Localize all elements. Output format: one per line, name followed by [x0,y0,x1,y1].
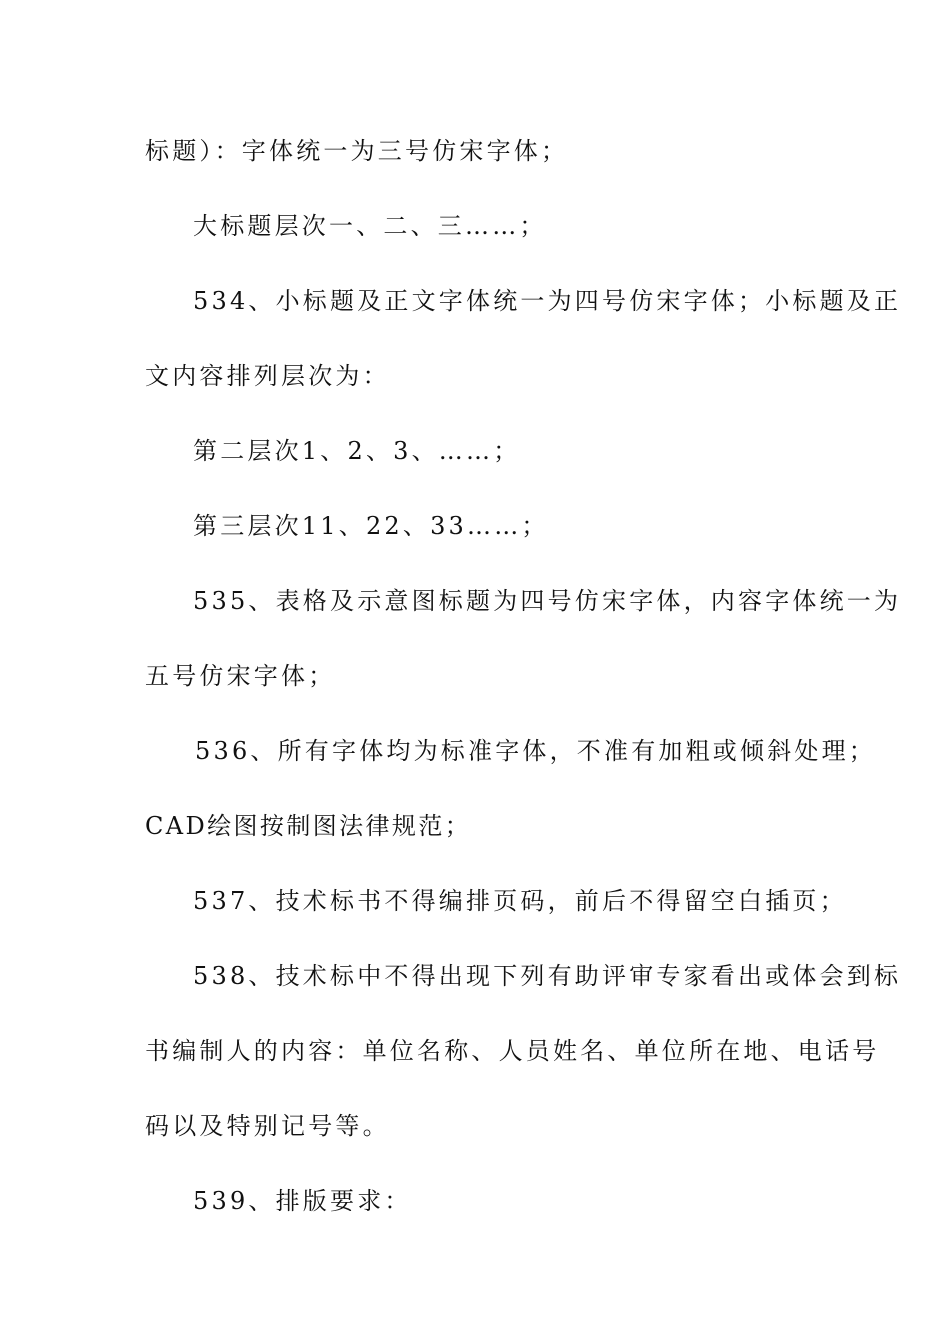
text-line-535: 535、表格及示意图标题为四号仿宋字体，内容字体统一为 [193,587,902,615]
text-line-538-continued: 书编制人的内容：单位名称、人员姓名、单位所在地、电话号 [145,1037,880,1065]
text-line-second-level: 第二层次1、2、3、……； [193,437,521,465]
text-line-539: 539、排版要求： [193,1187,412,1215]
text-line-534: 534、小标题及正文字体统一为四号仿宋字体；小标题及正 [193,287,902,315]
text-line-534-continued: 文内容排列层次为： [145,362,390,390]
text-line-536: 536、所有字体均为标准字体，不准有加粗或倾斜处理； [195,737,877,765]
text-line-heading-font-rule: 标题）：字体统一为三号仿宋字体； [145,137,569,165]
text-line-538-end: 码以及特别记号等。 [145,1112,390,1140]
text-line-535-continued: 五号仿宋字体； [145,662,336,690]
text-line-third-level: 第三层次11、22、33……； [193,512,549,540]
text-line-major-heading-levels: 大标题层次一、二、三……； [193,212,547,240]
text-line-cad-rule: CAD绘图按制图法律规范； [145,812,472,840]
text-line-538: 538、技术标中不得出现下列有助评审专家看出或体会到标 [193,962,902,990]
text-line-537: 537、技术标书不得编排页码，前后不得留空白插页； [193,887,847,915]
